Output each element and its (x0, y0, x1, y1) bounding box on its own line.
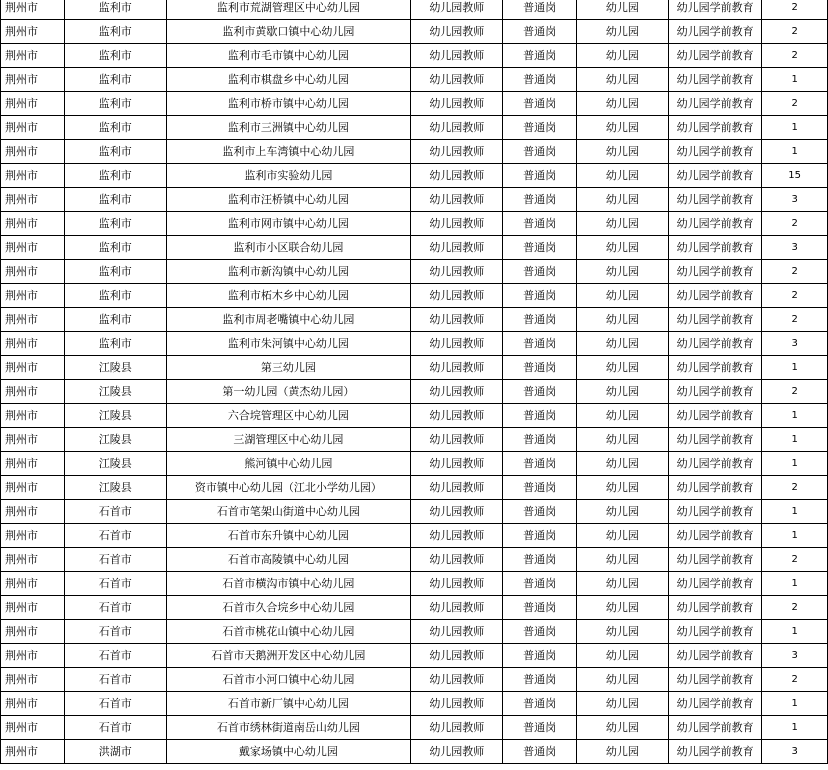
kindergarten-cell: 石首市天鹅洲开发区中心幼儿园 (166, 644, 410, 668)
city-cell: 荆州市 (1, 164, 65, 188)
kindergarten-cell: 六合垸管理区中心幼儿园 (166, 404, 410, 428)
count-cell: 1 (762, 404, 828, 428)
school-level-cell: 幼儿园 (576, 740, 668, 764)
count-cell: 3 (762, 644, 828, 668)
table-row (1, 116, 828, 140)
kindergarten-cell: 监利市柘木乡中心幼儿园 (166, 284, 410, 308)
city-cell: 荆州市 (1, 44, 65, 68)
table-row (1, 68, 828, 92)
position-cell: 幼儿园教师 (411, 740, 503, 764)
subject-cell: 幼儿园学前教育 (669, 68, 762, 92)
count-cell: 2 (762, 44, 828, 68)
kindergarten-cell: 监利市网市镇中心幼儿园 (166, 212, 410, 236)
kindergarten-cell: 监利市黄歇口镇中心幼儿园 (166, 20, 410, 44)
school-level-cell: 幼儿园 (576, 44, 668, 68)
kindergarten-cell: 第一幼儿园（黄杰幼儿园） (166, 380, 410, 404)
post-type-cell: 普通岗 (503, 596, 576, 620)
subject-cell: 幼儿园学前教育 (669, 380, 762, 404)
county-cell: 监利市 (64, 284, 166, 308)
school-level-cell: 幼儿园 (576, 236, 668, 260)
subject-cell: 幼儿园学前教育 (669, 260, 762, 284)
count-cell: 1 (762, 68, 828, 92)
subject-cell: 幼儿园学前教育 (669, 524, 762, 548)
position-cell: 幼儿园教师 (411, 644, 503, 668)
position-cell: 幼儿园教师 (411, 260, 503, 284)
post-type-cell: 普通岗 (503, 212, 576, 236)
school-level-cell: 幼儿园 (576, 572, 668, 596)
school-level-cell: 幼儿园 (576, 92, 668, 116)
kindergarten-cell: 监利市上车湾镇中心幼儿园 (166, 140, 410, 164)
subject-cell: 幼儿园学前教育 (669, 140, 762, 164)
count-cell: 1 (762, 620, 828, 644)
subject-cell: 幼儿园学前教育 (669, 644, 762, 668)
position-cell: 幼儿园教师 (411, 212, 503, 236)
county-cell: 监利市 (64, 236, 166, 260)
kindergarten-cell: 熊河镇中心幼儿园 (166, 452, 410, 476)
subject-cell: 幼儿园学前教育 (669, 188, 762, 212)
position-cell: 幼儿园教师 (411, 596, 503, 620)
school-level-cell: 幼儿园 (576, 668, 668, 692)
school-level-cell: 幼儿园 (576, 116, 668, 140)
post-type-cell: 普通岗 (503, 44, 576, 68)
table-row (1, 716, 828, 740)
table-row (1, 380, 828, 404)
subject-cell: 幼儿园学前教育 (669, 44, 762, 68)
city-cell: 荆州市 (1, 524, 65, 548)
county-cell: 监利市 (64, 140, 166, 164)
table-row (1, 92, 828, 116)
position-cell: 幼儿园教师 (411, 692, 503, 716)
county-cell: 石首市 (64, 620, 166, 644)
city-cell: 荆州市 (1, 68, 65, 92)
county-cell: 监利市 (64, 68, 166, 92)
city-cell: 荆州市 (1, 188, 65, 212)
city-cell: 荆州市 (1, 356, 65, 380)
kindergarten-cell: 戴家场镇中心幼儿园 (166, 740, 410, 764)
count-cell: 1 (762, 356, 828, 380)
position-cell: 幼儿园教师 (411, 380, 503, 404)
position-cell: 幼儿园教师 (411, 404, 503, 428)
table-row (1, 500, 828, 524)
city-cell: 荆州市 (1, 92, 65, 116)
count-cell: 2 (762, 548, 828, 572)
school-level-cell: 幼儿园 (576, 548, 668, 572)
county-cell: 石首市 (64, 716, 166, 740)
city-cell: 荆州市 (1, 548, 65, 572)
position-cell: 幼儿园教师 (411, 356, 503, 380)
county-cell: 监利市 (64, 188, 166, 212)
position-cell: 幼儿园教师 (411, 548, 503, 572)
post-type-cell: 普通岗 (503, 116, 576, 140)
position-cell: 幼儿园教师 (411, 620, 503, 644)
county-cell: 石首市 (64, 572, 166, 596)
city-cell: 荆州市 (1, 0, 65, 20)
county-cell: 江陵县 (64, 380, 166, 404)
city-cell: 荆州市 (1, 140, 65, 164)
count-cell: 1 (762, 428, 828, 452)
position-cell: 幼儿园教师 (411, 668, 503, 692)
table-row (1, 332, 828, 356)
count-cell: 3 (762, 332, 828, 356)
count-cell: 3 (762, 188, 828, 212)
school-level-cell: 幼儿园 (576, 212, 668, 236)
county-cell: 监利市 (64, 92, 166, 116)
school-level-cell: 幼儿园 (576, 692, 668, 716)
position-cell: 幼儿园教师 (411, 572, 503, 596)
table-row (1, 284, 828, 308)
count-cell: 1 (762, 500, 828, 524)
county-cell: 石首市 (64, 644, 166, 668)
kindergarten-cell: 监利市实验幼儿园 (166, 164, 410, 188)
county-cell: 江陵县 (64, 428, 166, 452)
post-type-cell: 普通岗 (503, 68, 576, 92)
city-cell: 荆州市 (1, 308, 65, 332)
post-type-cell: 普通岗 (503, 0, 576, 20)
county-cell: 石首市 (64, 692, 166, 716)
subject-cell: 幼儿园学前教育 (669, 116, 762, 140)
subject-cell: 幼儿园学前教育 (669, 404, 762, 428)
table-row (1, 524, 828, 548)
school-level-cell: 幼儿园 (576, 332, 668, 356)
table-row (1, 0, 828, 20)
position-cell: 幼儿园教师 (411, 68, 503, 92)
table-row (1, 164, 828, 188)
kindergarten-cell: 石首市绣林街道南岳山幼儿园 (166, 716, 410, 740)
city-cell: 荆州市 (1, 740, 65, 764)
post-type-cell: 普通岗 (503, 692, 576, 716)
table-row (1, 596, 828, 620)
city-cell: 荆州市 (1, 500, 65, 524)
kindergarten-cell: 监利市荒湖管理区中心幼儿园 (166, 0, 410, 20)
table-row (1, 644, 828, 668)
count-cell: 2 (762, 284, 828, 308)
kindergarten-cell: 资市镇中心幼儿园（江北小学幼儿园） (166, 476, 410, 500)
post-type-cell: 普通岗 (503, 380, 576, 404)
count-cell: 2 (762, 260, 828, 284)
subject-cell: 幼儿园学前教育 (669, 0, 762, 20)
position-cell: 幼儿园教师 (411, 116, 503, 140)
post-type-cell: 普通岗 (503, 284, 576, 308)
position-cell: 幼儿园教师 (411, 308, 503, 332)
subject-cell: 幼儿园学前教育 (669, 308, 762, 332)
kindergarten-cell: 监利市周老嘴镇中心幼儿园 (166, 308, 410, 332)
school-level-cell: 幼儿园 (576, 68, 668, 92)
table-row (1, 212, 828, 236)
count-cell: 2 (762, 596, 828, 620)
county-cell: 洪湖市 (64, 740, 166, 764)
city-cell: 荆州市 (1, 596, 65, 620)
count-cell: 2 (762, 20, 828, 44)
kindergarten-cell: 监利市新沟镇中心幼儿园 (166, 260, 410, 284)
count-cell: 2 (762, 212, 828, 236)
county-cell: 监利市 (64, 164, 166, 188)
count-cell: 2 (762, 0, 828, 20)
subject-cell: 幼儿园学前教育 (669, 692, 762, 716)
school-level-cell: 幼儿园 (576, 644, 668, 668)
position-cell: 幼儿园教师 (411, 140, 503, 164)
school-level-cell: 幼儿园 (576, 260, 668, 284)
subject-cell: 幼儿园学前教育 (669, 92, 762, 116)
position-cell: 幼儿园教师 (411, 0, 503, 20)
school-level-cell: 幼儿园 (576, 596, 668, 620)
post-type-cell: 普通岗 (503, 548, 576, 572)
position-cell: 幼儿园教师 (411, 284, 503, 308)
subject-cell: 幼儿园学前教育 (669, 476, 762, 500)
city-cell: 荆州市 (1, 692, 65, 716)
county-cell: 监利市 (64, 260, 166, 284)
subject-cell: 幼儿园学前教育 (669, 332, 762, 356)
county-cell: 监利市 (64, 332, 166, 356)
city-cell: 荆州市 (1, 620, 65, 644)
table-row (1, 476, 828, 500)
subject-cell: 幼儿园学前教育 (669, 548, 762, 572)
subject-cell: 幼儿园学前教育 (669, 620, 762, 644)
position-cell: 幼儿园教师 (411, 20, 503, 44)
post-type-cell: 普通岗 (503, 308, 576, 332)
position-cell: 幼儿园教师 (411, 428, 503, 452)
position-cell: 幼儿园教师 (411, 44, 503, 68)
kindergarten-cell: 三湖管理区中心幼儿园 (166, 428, 410, 452)
subject-cell: 幼儿园学前教育 (669, 596, 762, 620)
subject-cell: 幼儿园学前教育 (669, 740, 762, 764)
post-type-cell: 普通岗 (503, 644, 576, 668)
subject-cell: 幼儿园学前教育 (669, 452, 762, 476)
table-row (1, 260, 828, 284)
city-cell: 荆州市 (1, 212, 65, 236)
post-type-cell: 普通岗 (503, 524, 576, 548)
count-cell: 3 (762, 740, 828, 764)
position-cell: 幼儿园教师 (411, 500, 503, 524)
county-cell: 石首市 (64, 524, 166, 548)
table-row (1, 44, 828, 68)
subject-cell: 幼儿园学前教育 (669, 236, 762, 260)
school-level-cell: 幼儿园 (576, 308, 668, 332)
school-level-cell: 幼儿园 (576, 380, 668, 404)
school-level-cell: 幼儿园 (576, 716, 668, 740)
post-type-cell: 普通岗 (503, 332, 576, 356)
position-cell: 幼儿园教师 (411, 716, 503, 740)
count-cell: 1 (762, 452, 828, 476)
post-type-cell: 普通岗 (503, 572, 576, 596)
position-cell: 幼儿园教师 (411, 164, 503, 188)
county-cell: 江陵县 (64, 452, 166, 476)
post-type-cell: 普通岗 (503, 668, 576, 692)
post-type-cell: 普通岗 (503, 452, 576, 476)
school-level-cell: 幼儿园 (576, 620, 668, 644)
post-type-cell: 普通岗 (503, 620, 576, 644)
city-cell: 荆州市 (1, 428, 65, 452)
count-cell: 2 (762, 308, 828, 332)
position-cell: 幼儿园教师 (411, 92, 503, 116)
county-cell: 石首市 (64, 596, 166, 620)
subject-cell: 幼儿园学前教育 (669, 716, 762, 740)
post-type-cell: 普通岗 (503, 140, 576, 164)
city-cell: 荆州市 (1, 452, 65, 476)
subject-cell: 幼儿园学前教育 (669, 500, 762, 524)
school-level-cell: 幼儿园 (576, 476, 668, 500)
subject-cell: 幼儿园学前教育 (669, 284, 762, 308)
kindergarten-cell: 监利市三洲镇中心幼儿园 (166, 116, 410, 140)
county-cell: 监利市 (64, 44, 166, 68)
county-cell: 石首市 (64, 548, 166, 572)
kindergarten-cell: 第三幼儿园 (166, 356, 410, 380)
count-cell: 1 (762, 524, 828, 548)
post-type-cell: 普通岗 (503, 92, 576, 116)
subject-cell: 幼儿园学前教育 (669, 572, 762, 596)
city-cell: 荆州市 (1, 260, 65, 284)
kindergarten-cell: 监利市小区联合幼儿园 (166, 236, 410, 260)
county-cell: 监利市 (64, 0, 166, 20)
school-level-cell: 幼儿园 (576, 20, 668, 44)
city-cell: 荆州市 (1, 20, 65, 44)
county-cell: 监利市 (64, 116, 166, 140)
post-type-cell: 普通岗 (503, 500, 576, 524)
school-level-cell: 幼儿园 (576, 0, 668, 20)
post-type-cell: 普通岗 (503, 740, 576, 764)
city-cell: 荆州市 (1, 380, 65, 404)
school-level-cell: 幼儿园 (576, 500, 668, 524)
count-cell: 2 (762, 476, 828, 500)
post-type-cell: 普通岗 (503, 20, 576, 44)
table-row (1, 188, 828, 212)
county-cell: 监利市 (64, 20, 166, 44)
count-cell: 2 (762, 92, 828, 116)
table-row (1, 548, 828, 572)
position-cell: 幼儿园教师 (411, 332, 503, 356)
count-cell: 2 (762, 380, 828, 404)
county-cell: 监利市 (64, 308, 166, 332)
city-cell: 荆州市 (1, 476, 65, 500)
subject-cell: 幼儿园学前教育 (669, 428, 762, 452)
position-cell: 幼儿园教师 (411, 452, 503, 476)
position-cell: 幼儿园教师 (411, 524, 503, 548)
subject-cell: 幼儿园学前教育 (669, 212, 762, 236)
city-cell: 荆州市 (1, 716, 65, 740)
count-cell: 1 (762, 116, 828, 140)
table-row (1, 692, 828, 716)
position-cell: 幼儿园教师 (411, 476, 503, 500)
county-cell: 江陵县 (64, 356, 166, 380)
post-type-cell: 普通岗 (503, 356, 576, 380)
school-level-cell: 幼儿园 (576, 140, 668, 164)
position-cell: 幼儿园教师 (411, 188, 503, 212)
county-cell: 石首市 (64, 500, 166, 524)
school-level-cell: 幼儿园 (576, 356, 668, 380)
school-level-cell: 幼儿园 (576, 164, 668, 188)
school-level-cell: 幼儿园 (576, 524, 668, 548)
post-type-cell: 普通岗 (503, 404, 576, 428)
kindergarten-cell: 石首市高陵镇中心幼儿园 (166, 548, 410, 572)
kindergarten-cell: 监利市朱河镇中心幼儿园 (166, 332, 410, 356)
city-cell: 荆州市 (1, 668, 65, 692)
count-cell: 2 (762, 668, 828, 692)
count-cell: 1 (762, 572, 828, 596)
post-type-cell: 普通岗 (503, 428, 576, 452)
county-cell: 江陵县 (64, 476, 166, 500)
city-cell: 荆州市 (1, 404, 65, 428)
table-row (1, 428, 828, 452)
city-cell: 荆州市 (1, 236, 65, 260)
subject-cell: 幼儿园学前教育 (669, 20, 762, 44)
count-cell: 1 (762, 692, 828, 716)
city-cell: 荆州市 (1, 284, 65, 308)
city-cell: 荆州市 (1, 572, 65, 596)
subject-cell: 幼儿园学前教育 (669, 668, 762, 692)
county-cell: 石首市 (64, 668, 166, 692)
kindergarten-cell: 石首市新厂镇中心幼儿园 (166, 692, 410, 716)
city-cell: 荆州市 (1, 332, 65, 356)
kindergarten-cell: 石首市桃花山镇中心幼儿园 (166, 620, 410, 644)
post-type-cell: 普通岗 (503, 260, 576, 284)
table-body (1, 0, 828, 764)
school-level-cell: 幼儿园 (576, 404, 668, 428)
county-cell: 监利市 (64, 212, 166, 236)
table-row (1, 452, 828, 476)
post-type-cell: 普通岗 (503, 476, 576, 500)
kindergarten-cell: 监利市棋盘乡中心幼儿园 (166, 68, 410, 92)
table-row (1, 740, 828, 764)
table-row (1, 308, 828, 332)
post-type-cell: 普通岗 (503, 236, 576, 260)
school-level-cell: 幼儿园 (576, 188, 668, 212)
table-row (1, 140, 828, 164)
subject-cell: 幼儿园学前教育 (669, 356, 762, 380)
position-cell: 幼儿园教师 (411, 236, 503, 260)
kindergarten-cell: 石首市小河口镇中心幼儿园 (166, 668, 410, 692)
school-level-cell: 幼儿园 (576, 452, 668, 476)
count-cell: 1 (762, 716, 828, 740)
post-type-cell: 普通岗 (503, 164, 576, 188)
school-level-cell: 幼儿园 (576, 428, 668, 452)
kindergarten-cell: 监利市桥市镇中心幼儿园 (166, 92, 410, 116)
school-level-cell: 幼儿园 (576, 284, 668, 308)
kindergarten-cell: 石首市笔架山街道中心幼儿园 (166, 500, 410, 524)
table-row (1, 404, 828, 428)
county-cell: 江陵县 (64, 404, 166, 428)
kindergarten-cell: 石首市横沟市镇中心幼儿园 (166, 572, 410, 596)
city-cell: 荆州市 (1, 644, 65, 668)
post-type-cell: 普通岗 (503, 716, 576, 740)
kindergarten-cell: 监利市汪桥镇中心幼儿园 (166, 188, 410, 212)
table-row (1, 668, 828, 692)
table-row (1, 236, 828, 260)
count-cell: 1 (762, 140, 828, 164)
count-cell: 3 (762, 236, 828, 260)
city-cell: 荆州市 (1, 116, 65, 140)
kindergarten-cell: 监利市毛市镇中心幼儿园 (166, 44, 410, 68)
kindergarten-cell: 石首市东升镇中心幼儿园 (166, 524, 410, 548)
table-row (1, 572, 828, 596)
count-cell: 15 (762, 164, 828, 188)
table-row (1, 620, 828, 644)
table-row (1, 356, 828, 380)
table-row (1, 20, 828, 44)
subject-cell: 幼儿园学前教育 (669, 164, 762, 188)
post-type-cell: 普通岗 (503, 188, 576, 212)
kindergarten-cell: 石首市久合垸乡中心幼儿园 (166, 596, 410, 620)
